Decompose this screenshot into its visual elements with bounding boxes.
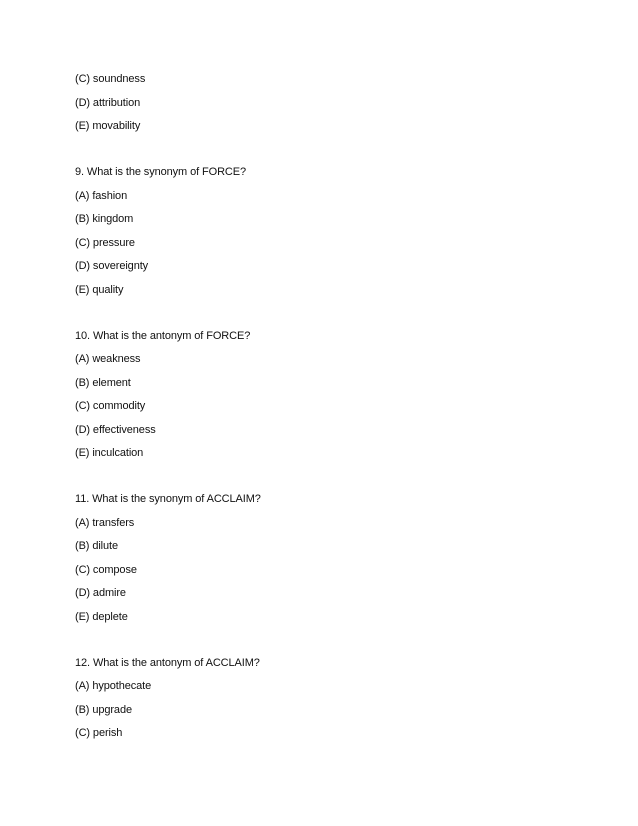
answer-option: (E) deplete: [75, 610, 128, 623]
question-prompt: 12. What is the antonym of ACCLAIM?: [75, 656, 260, 669]
answer-option: (A) weakness: [75, 353, 141, 365]
spacer: [75, 633, 595, 656]
question-9: [75, 165, 595, 298]
answer-option: (E) movability: [75, 120, 141, 132]
answer-option: (D) admire: [75, 587, 126, 599]
previous-question-options: [75, 72, 595, 134]
answer-option: (B) dilute: [75, 540, 119, 552]
question-11: [75, 492, 595, 625]
question-12: [75, 656, 595, 742]
answer-option: (D) attribution: [75, 96, 141, 109]
answer-option: (B) kingdom: [75, 213, 134, 225]
question-10: [75, 329, 595, 462]
answer-option: (A) transfers: [75, 516, 135, 529]
spacer: [75, 143, 595, 166]
answer-option: (A) fashion: [75, 189, 128, 202]
answer-option: (C) pressure: [75, 236, 135, 249]
answer-option: (D) effectiveness: [75, 423, 156, 436]
spacer: [75, 470, 595, 493]
answer-option: (C) commodity: [75, 400, 146, 412]
answer-option: (C) compose: [75, 563, 137, 576]
question-prompt: 9. What is the synonym of FORCE?: [75, 166, 247, 178]
answer-option: (C) perish: [75, 727, 123, 739]
answer-option: (B) upgrade: [75, 703, 132, 716]
question-prompt: 10. What is the antonym of FORCE?: [75, 329, 251, 342]
answer-option: (A) hypothecate: [75, 680, 152, 692]
question-list: [75, 72, 595, 750]
spacer: [75, 306, 595, 329]
answer-option: (E) quality: [75, 283, 124, 296]
answer-option: (C) soundness: [75, 73, 146, 85]
answer-option: (B) element: [75, 376, 131, 389]
answer-option: (D) sovereignty: [75, 260, 149, 272]
question-prompt: 11. What is the synonym of ACCLAIM?: [75, 493, 261, 505]
answer-option: (E) inculcation: [75, 447, 144, 459]
